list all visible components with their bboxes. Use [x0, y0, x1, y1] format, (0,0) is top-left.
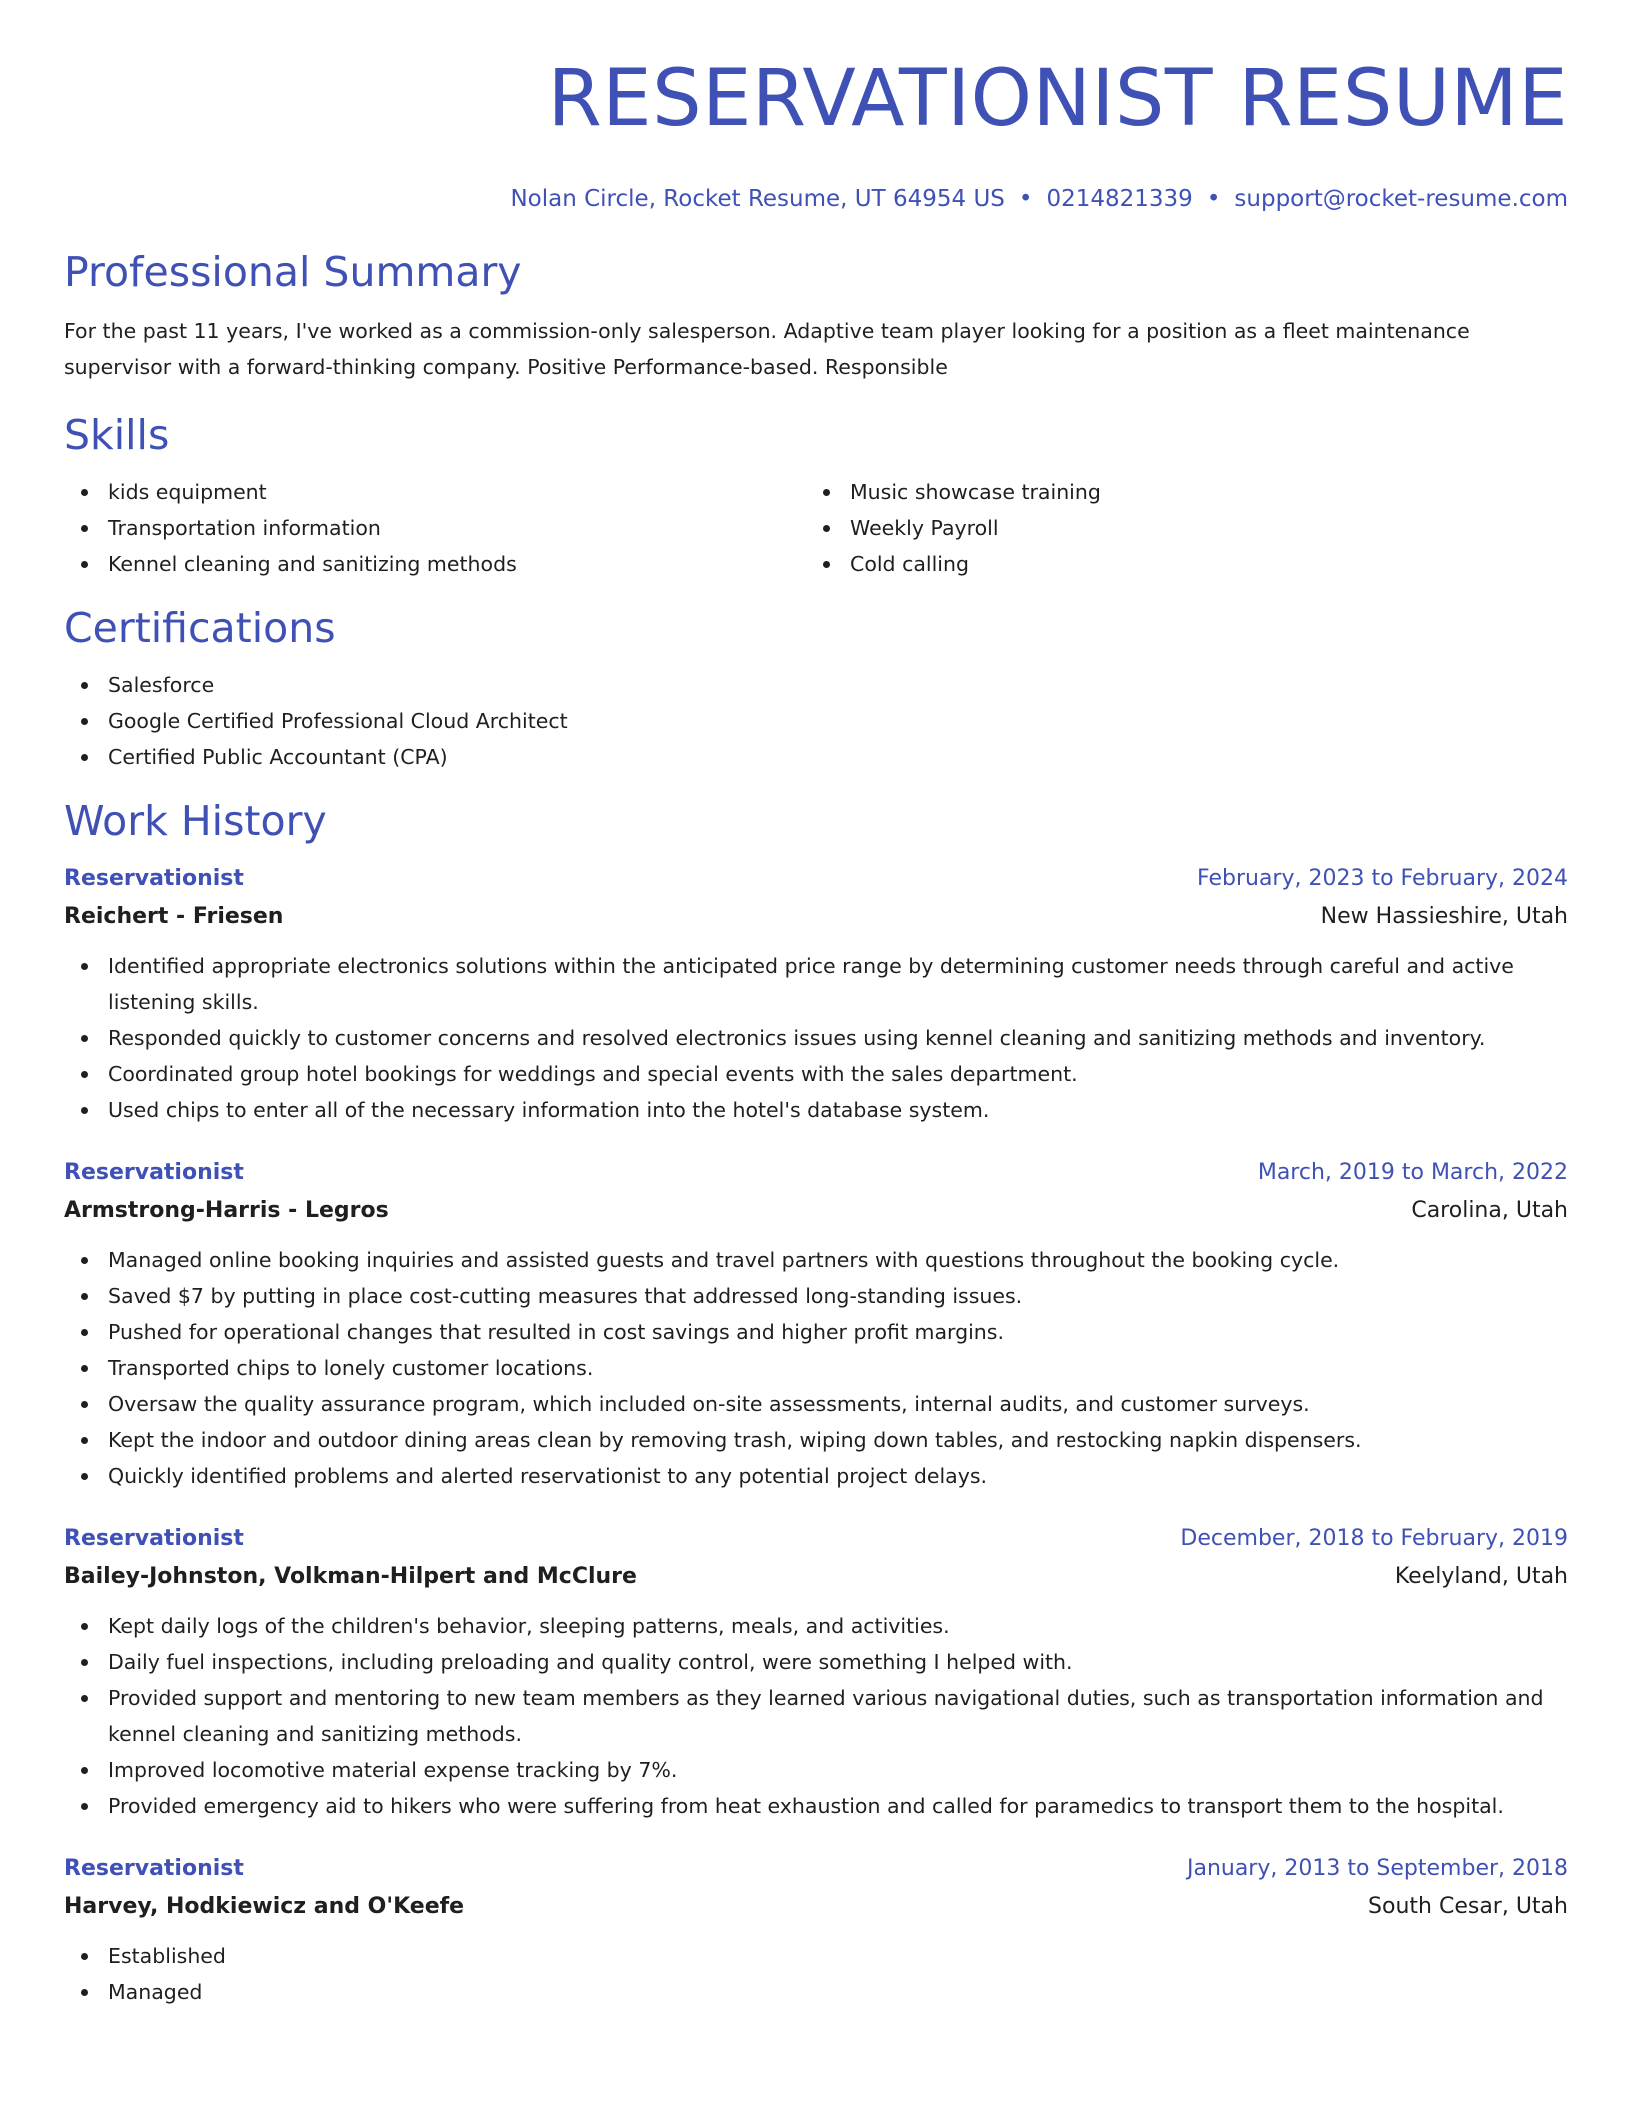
- job-bullet: Established: [64, 1938, 1568, 1974]
- job-bullet: Provided support and mentoring to new team members as they learned various navigational duties, such as transportation information and kennel cleaning and sanitizing methods.: [64, 1680, 1568, 1752]
- job-bullet: Managed online booking inquiries and assisted guests and travel partners with questions throughout the booking cycle.: [64, 1242, 1568, 1278]
- job-entry: [64, 862, 1568, 1128]
- skill-item: kids equipment: [64, 474, 806, 510]
- job-bullet: Saved $7 by putting in place cost-cutting measures that addressed long-standing issues.: [64, 1278, 1568, 1314]
- job-bullet: Transported chips to lonely customer locations.: [64, 1350, 1568, 1386]
- certification-item: Salesforce: [64, 667, 1568, 703]
- job-bullet: Coordinated group hotel bookings for weddings and special events with the sales department.: [64, 1056, 1568, 1092]
- job-company: Reichert - Friesen: [64, 904, 284, 930]
- skill-item: Kennel cleaning and sanitizing methods: [64, 546, 806, 582]
- job-dates: March, 2019 to March, 2022: [1257, 1160, 1568, 1186]
- work-history-heading: Work History: [64, 797, 327, 846]
- skills-list-right: [806, 474, 1548, 582]
- contact-separator: •: [1018, 186, 1033, 212]
- job-location: South Cesar, Utah: [1368, 1894, 1568, 1920]
- certification-item: Google Certified Professional Cloud Architect: [64, 703, 1568, 739]
- job-bullet: Improved locomotive material expense tracking by 7%.: [64, 1752, 1568, 1788]
- skill-item: Transportation information: [64, 510, 806, 546]
- resume-page: [64, 0, 1568, 2010]
- job-title: Reservationist: [64, 1526, 244, 1552]
- job-bullet: Identified appropriate electronics solutions within the anticipated price range by determining customer needs through careful and active listening skills.: [64, 948, 1568, 1020]
- skill-item: Weekly Payroll: [806, 510, 1548, 546]
- job-title: Reservationist: [64, 866, 244, 892]
- job-location: Carolina, Utah: [1411, 1198, 1568, 1224]
- contact-email: support@rocket-resume.com: [1234, 186, 1568, 212]
- summary-text: For the past 11 years, I've worked as a commission-only salesperson. Adaptive team player looking for a position as a fleet maintenance supervisor with a forward-thinking company. Positive Performance-based. Responsible: [64, 319, 1470, 380]
- contact-line: [64, 186, 1568, 216]
- job-bullet: Daily fuel inspections, including preloading and quality control, were something I helped with.: [64, 1644, 1568, 1680]
- job-bullet: Pushed for operational changes that resulted in cost savings and higher profit margins.: [64, 1314, 1568, 1350]
- job-bullet: Kept the indoor and outdoor dining areas clean by removing trash, wiping down tables, and restocking napkin dispensers.: [64, 1422, 1568, 1458]
- job-bullets: [64, 1938, 1568, 2010]
- job-bullet: Responded quickly to customer concerns and resolved electronics issues using kennel cleaning and sanitizing methods and inventory.: [64, 1020, 1568, 1056]
- job-bullet: Provided emergency aid to hikers who were suffering from heat exhaustion and called for paramedics to transport them to the hospital.: [64, 1788, 1568, 1824]
- skills-list-left: [64, 474, 806, 582]
- job-dates: December, 2018 to February, 2019: [1180, 1526, 1568, 1552]
- job-company: Armstrong-Harris - Legros: [64, 1198, 389, 1224]
- certification-item: Certified Public Accountant (CPA): [64, 739, 1568, 775]
- summary-heading: Professional Summary: [64, 248, 522, 296]
- job-bullet: Quickly identified problems and alerted reservationist to any potential project delays.: [64, 1458, 1568, 1494]
- contact-phone: 0214821339: [1046, 186, 1193, 212]
- job-company: Bailey-Johnston, Volkman-Hilpert and McClure: [64, 1564, 637, 1590]
- job-location: Keelyland, Utah: [1394, 1564, 1568, 1590]
- job-bullet: Managed: [64, 1974, 1568, 2010]
- certifications-heading: Certifications: [64, 604, 336, 653]
- job-bullet: Used chips to enter all of the necessary information into the hotel's database system.: [64, 1092, 1568, 1128]
- contact-separator: •: [1206, 186, 1221, 212]
- job-dates: January, 2013 to September, 2018: [1186, 1856, 1568, 1882]
- job-entry: [64, 1156, 1568, 1494]
- skill-item: Cold calling: [806, 546, 1548, 582]
- skills-heading: Skills: [64, 411, 170, 460]
- job-company: Harvey, Hodkiewicz and O'Keefe: [64, 1894, 465, 1920]
- job-title: Reservationist: [64, 1160, 244, 1186]
- job-bullets: [64, 1608, 1568, 1824]
- skills-columns: [64, 474, 1568, 582]
- job-bullet: Oversaw the quality assurance program, which included on-site assessments, internal audits, and customer surveys.: [64, 1386, 1568, 1422]
- contact-address: Nolan Circle, Rocket Resume, UT 64954 US: [510, 186, 1005, 212]
- skill-item: Music showcase training: [806, 474, 1548, 510]
- certifications-list: [64, 667, 1568, 775]
- job-title: Reservationist: [64, 1856, 244, 1882]
- job-bullet: Kept daily logs of the children's behavior, sleeping patterns, meals, and activities.: [64, 1608, 1568, 1644]
- resume-title: RESERVATIONIST RESUME: [547, 54, 1568, 144]
- job-entry: [64, 1852, 1568, 2010]
- job-entry: [64, 1522, 1568, 1824]
- job-dates: February, 2023 to February, 2024: [1197, 866, 1568, 892]
- job-bullets: [64, 1242, 1568, 1494]
- job-bullets: [64, 948, 1568, 1128]
- job-location: New Hassieshire, Utah: [1320, 904, 1568, 930]
